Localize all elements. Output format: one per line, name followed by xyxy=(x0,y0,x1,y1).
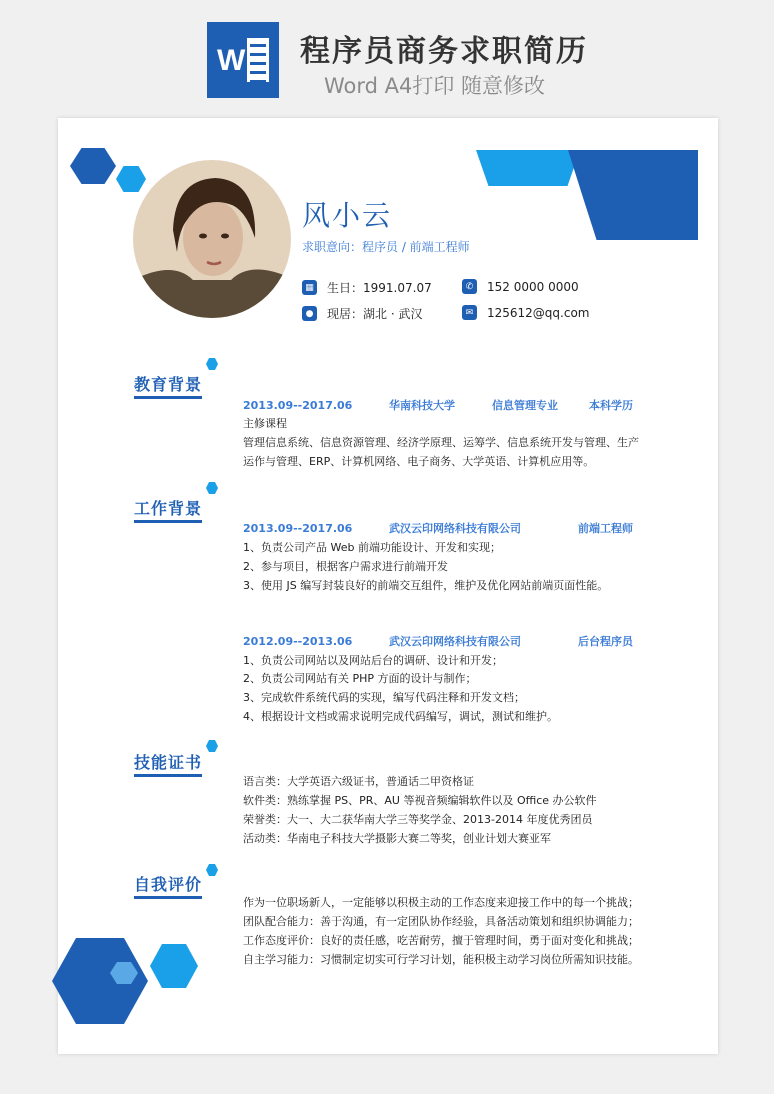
section-title-education: 教育背景 xyxy=(134,375,203,394)
hexagon-decoration xyxy=(476,150,580,186)
phone-info: ✆ 152 0000 0000 xyxy=(462,279,579,294)
section-title-self: 自我评价 xyxy=(134,875,203,894)
self-line: 作为一位职场新人，一定能够以积极主动的工作态度来迎接工作中的每一个挑战； xyxy=(243,896,639,909)
job-duty: 1、负责公司网站以及网站后台的调研、设计和开发； xyxy=(243,654,503,667)
document-page-icon xyxy=(247,38,269,82)
skill-line: 荣誉类：大一、大二获华南大学三等奖学金、2013-2014 年度优秀团员 xyxy=(243,813,593,826)
hexagon-decoration xyxy=(150,944,198,988)
section-hexagon-icon xyxy=(206,482,218,494)
job-intent: 求职意向：程序员 / 前端工程师 xyxy=(302,240,470,254)
resume-page xyxy=(58,118,718,1054)
mail-icon: ✉ xyxy=(462,305,477,320)
phone-icon: ✆ xyxy=(462,279,477,294)
hexagon-decoration xyxy=(116,166,146,192)
education-text: 主修课程 xyxy=(243,417,287,430)
job-header: 2013.09--2017.06 武汉云印网络科技有限公司 前端工程师 xyxy=(243,522,633,535)
job-duty: 2、参与项目，根据客户需求进行前端开发 xyxy=(243,560,448,573)
skill-line: 软件类：熟练掌握 PS、PR、AU 等视音频编辑软件以及 Office 办公软件 xyxy=(243,794,597,807)
email-info: ✉ 125612@qq.com xyxy=(462,305,590,320)
calendar-icon: ▦ xyxy=(302,280,317,295)
section-title-work: 工作背景 xyxy=(134,499,203,518)
job-duty: 3、完成软件系统代码的实现，编写代码注释和开发文档； xyxy=(243,691,525,704)
location-info: ● 现居：湖北 · 武汉 xyxy=(302,305,422,322)
education-text: 管理信息系统、信息资源管理、经济学原理、运筹学、信息系统开发与管理、生产 xyxy=(243,436,639,449)
profile-photo xyxy=(133,160,291,318)
job-duty: 1、负责公司产品 Web 前端功能设计、开发和实现； xyxy=(243,541,501,554)
education-header: 2013.09--2017.06 华南科技大学 信息管理专业 本科学历 xyxy=(243,399,633,412)
job-header: 2012.09--2013.06 武汉云印网络科技有限公司 后台程序员 xyxy=(243,635,633,648)
page-title: 程序员商务求职简历 xyxy=(300,34,588,69)
skill-line: 活动类：华南电子科技大学摄影大赛二等奖，创业计划大赛亚军 xyxy=(243,832,551,845)
section-underline xyxy=(134,396,202,399)
section-hexagon-icon xyxy=(206,358,218,370)
self-line: 自主学习能力：习惯制定切实可行学习计划，能积极主动学习岗位所需知识技能。 xyxy=(243,953,639,966)
section-hexagon-icon xyxy=(206,740,218,752)
hexagon-decoration xyxy=(568,150,698,240)
section-title-skills: 技能证书 xyxy=(134,753,203,772)
education-text: 运作与管理、ERP、计算机网络、电子商务、大学英语、计算机应用等。 xyxy=(243,455,595,468)
job-duty: 3、使用 JS 编写封装良好的前端交互组件，维护及优化网站前端页面性能。 xyxy=(243,579,609,592)
word-letter: W xyxy=(217,44,246,77)
location-pin-icon: ● xyxy=(302,306,317,321)
self-line: 工作态度评价：良好的责任感，吃苦耐劳，擅于管理时间，勇于面对变化和挑战； xyxy=(243,934,639,947)
job-duty: 4、根据设计文档或需求说明完成代码编写，调试，测试和维护。 xyxy=(243,710,558,723)
hexagon-decoration xyxy=(52,938,148,1024)
skill-line: 语言类：大学英语六级证书，普通话二甲资格证 xyxy=(243,775,474,788)
section-underline xyxy=(134,520,202,523)
hexagon-decoration xyxy=(70,148,116,184)
self-line: 团队配合能力：善于沟通，有一定团队协作经验，具备活动策划和组织协调能力； xyxy=(243,915,639,928)
section-underline xyxy=(134,774,202,777)
section-underline xyxy=(134,896,202,899)
candidate-name: 风小云 xyxy=(302,199,393,232)
birth-info: ▦ 生日：1991.07.07 xyxy=(302,279,432,296)
page-subtitle: Word A4打印 随意修改 xyxy=(324,74,546,98)
job-duty: 2、负责公司网站有关 PHP 方面的设计与制作； xyxy=(243,672,477,685)
word-logo-icon xyxy=(207,22,279,98)
section-hexagon-icon xyxy=(206,864,218,876)
